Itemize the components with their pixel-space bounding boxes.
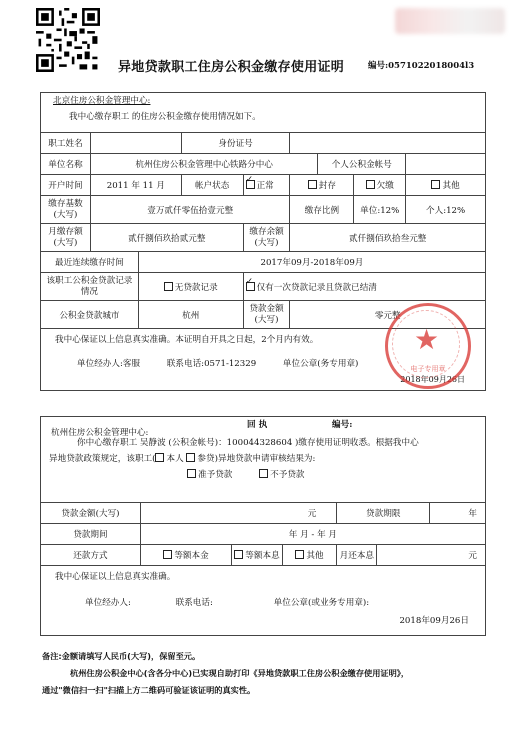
status-arrears: 欠缴	[354, 175, 406, 196]
checkbox-icon	[308, 180, 317, 189]
base-label: 缴存基数(大写)	[41, 196, 91, 224]
repay-monthly-unit: 元	[377, 545, 486, 566]
loan-amount-unit: 元	[140, 503, 337, 524]
loan-none: 无贷款记录	[138, 273, 243, 301]
amount-label: 贷款金额(大写)	[243, 301, 290, 329]
ratio-label: 缴存比例	[290, 196, 354, 224]
city-value: 杭州	[138, 301, 243, 329]
checkbox-icon	[295, 550, 304, 559]
open-value: 2011 年 11 月	[90, 175, 181, 196]
open-label: 开户时间	[41, 175, 91, 196]
receipt-phone: 联系电话:	[175, 598, 213, 608]
cert-phone: 联系电话:0571-12329	[166, 359, 257, 369]
red-seal-stamp	[385, 303, 471, 389]
id-value	[290, 133, 486, 154]
receipt-table	[40, 416, 486, 636]
balance-label: 缴存余额(大写)	[243, 224, 290, 252]
receipt-line2: 异地贷款政策规定，该职工( 本人 参贷)异地贷款申请审核结果为:	[49, 454, 316, 464]
cert-handler: 单位经办人:客服	[77, 359, 141, 369]
qr-code	[36, 8, 100, 72]
period-label: 贷款期间	[41, 524, 141, 545]
status-sealed: 封存	[290, 175, 354, 196]
checkbox-icon	[366, 180, 375, 189]
name-value	[90, 133, 181, 154]
note-line-1: 备注:金额请填写人民币(大写)，保留至元。	[42, 651, 201, 661]
term-label: 贷款期限	[337, 503, 430, 524]
loan-settled: ✓ 仅有一次贷款记录且贷款已结清	[243, 273, 485, 301]
repay-monthly-label: 月还本息	[337, 545, 377, 566]
cert-seal: 单位公章(务专用章)	[282, 359, 359, 369]
checkbox-icon	[163, 550, 172, 559]
unit-value: 杭州住房公积金管理中心铁路分中心	[90, 154, 317, 175]
stamp-subtitle: 电子专用章	[410, 365, 446, 373]
monthly-value: 贰仟捌佰玖拾贰元整	[90, 224, 243, 252]
cert-guarantee: 我中心保证以上信息真实准确。本证明自开具之日起，2个月内有效。	[55, 335, 319, 345]
cert-addressee: 北京住房公积金管理中心:	[53, 96, 151, 106]
repay-equal-principal: 等额本金	[140, 545, 232, 566]
checkbox-icon	[187, 469, 196, 478]
unit-label: 单位名称	[41, 154, 91, 175]
receipt-decision: 准予贷款 不予贷款	[47, 467, 483, 483]
note-line-3: 通过"微信扫一扫"扫描上方二维码可验证该证明的真实性。	[42, 685, 256, 695]
receipt-title: 回 执	[247, 420, 268, 430]
account-label: 个人公积金帐号	[318, 154, 406, 175]
account-value	[406, 154, 486, 175]
checkbox-icon	[259, 469, 268, 478]
star-icon: ★	[414, 323, 440, 356]
ratio-person: 个人:12%	[406, 196, 486, 224]
document-number	[368, 59, 474, 71]
checked-box-icon	[246, 180, 255, 189]
checked-box-icon	[246, 282, 255, 291]
receipt-handler: 单位经办人:	[85, 598, 131, 608]
receipt-guarantee: 我中心保证以上信息真实准确。	[55, 572, 176, 582]
receipt-no-label: 编号:	[332, 420, 353, 430]
id-label: 身份证号	[181, 133, 290, 154]
base-value: 壹万贰仟零伍拾壹元整	[90, 196, 290, 224]
repay-equal-installment: 等额本息	[232, 545, 282, 566]
amount-value: 零元整	[290, 301, 486, 329]
cert-intro: 我中心缴存职工 的住房公积金缴存使用情况如下。	[69, 112, 261, 122]
ratio-unit: 单位:12%	[354, 196, 406, 224]
recent-label: 最近连续缴存时间	[41, 252, 139, 273]
receipt-line1: 你中心缴存职工 吴静波 (公积金帐号)：100044328604 )缴存使用证明收悉。根据我中心	[77, 438, 419, 448]
status-label: 帐户状态	[181, 175, 243, 196]
name-label: 职工姓名	[41, 133, 91, 154]
checkbox-icon	[155, 453, 164, 462]
city-label: 公积金贷款城市	[41, 301, 139, 329]
document-title: 异地贷款职工住房公积金缴存使用证明	[118, 60, 345, 75]
receipt-addressee: 杭州住房公积金管理中心:	[51, 428, 149, 438]
checkbox-icon	[164, 282, 173, 291]
status-other: 其他	[406, 175, 486, 196]
repay-label: 还款方式	[41, 545, 141, 566]
term-unit: 年	[430, 503, 486, 524]
status-normal: ✓ 正常	[243, 175, 290, 196]
checkbox-icon	[431, 180, 440, 189]
receipt-seal: 单位公章(或业务专用章):	[273, 598, 370, 608]
checkbox-icon	[234, 550, 243, 559]
balance-value: 贰仟捌佰玖拾叁元整	[290, 224, 486, 252]
doc-no-label: 编号:	[368, 61, 389, 71]
redacted-area	[395, 8, 505, 34]
notes	[42, 648, 409, 699]
loan-record-label: 该职工公积金贷款记录情况	[41, 273, 139, 301]
doc-no-value: 0571022018004l3	[388, 61, 475, 71]
receipt-date: 2018年09月26日	[399, 616, 469, 626]
monthly-label: 月缴存额(大写)	[41, 224, 91, 252]
loan-amount-label: 贷款金额(大写)	[41, 503, 141, 524]
recent-value: 2017年09月-2018年09月	[138, 252, 485, 273]
cert-date: 2018年09月26日	[400, 375, 465, 384]
note-line-2: 杭州住房公积金中心(含各分中心)已实现自助打印《异地贷款职工住房公积金缴存使用证明》，	[70, 668, 410, 678]
period-value: 年 月 - 年 月	[140, 524, 485, 545]
checkbox-icon	[186, 453, 195, 462]
repay-other: 其他	[282, 545, 337, 566]
